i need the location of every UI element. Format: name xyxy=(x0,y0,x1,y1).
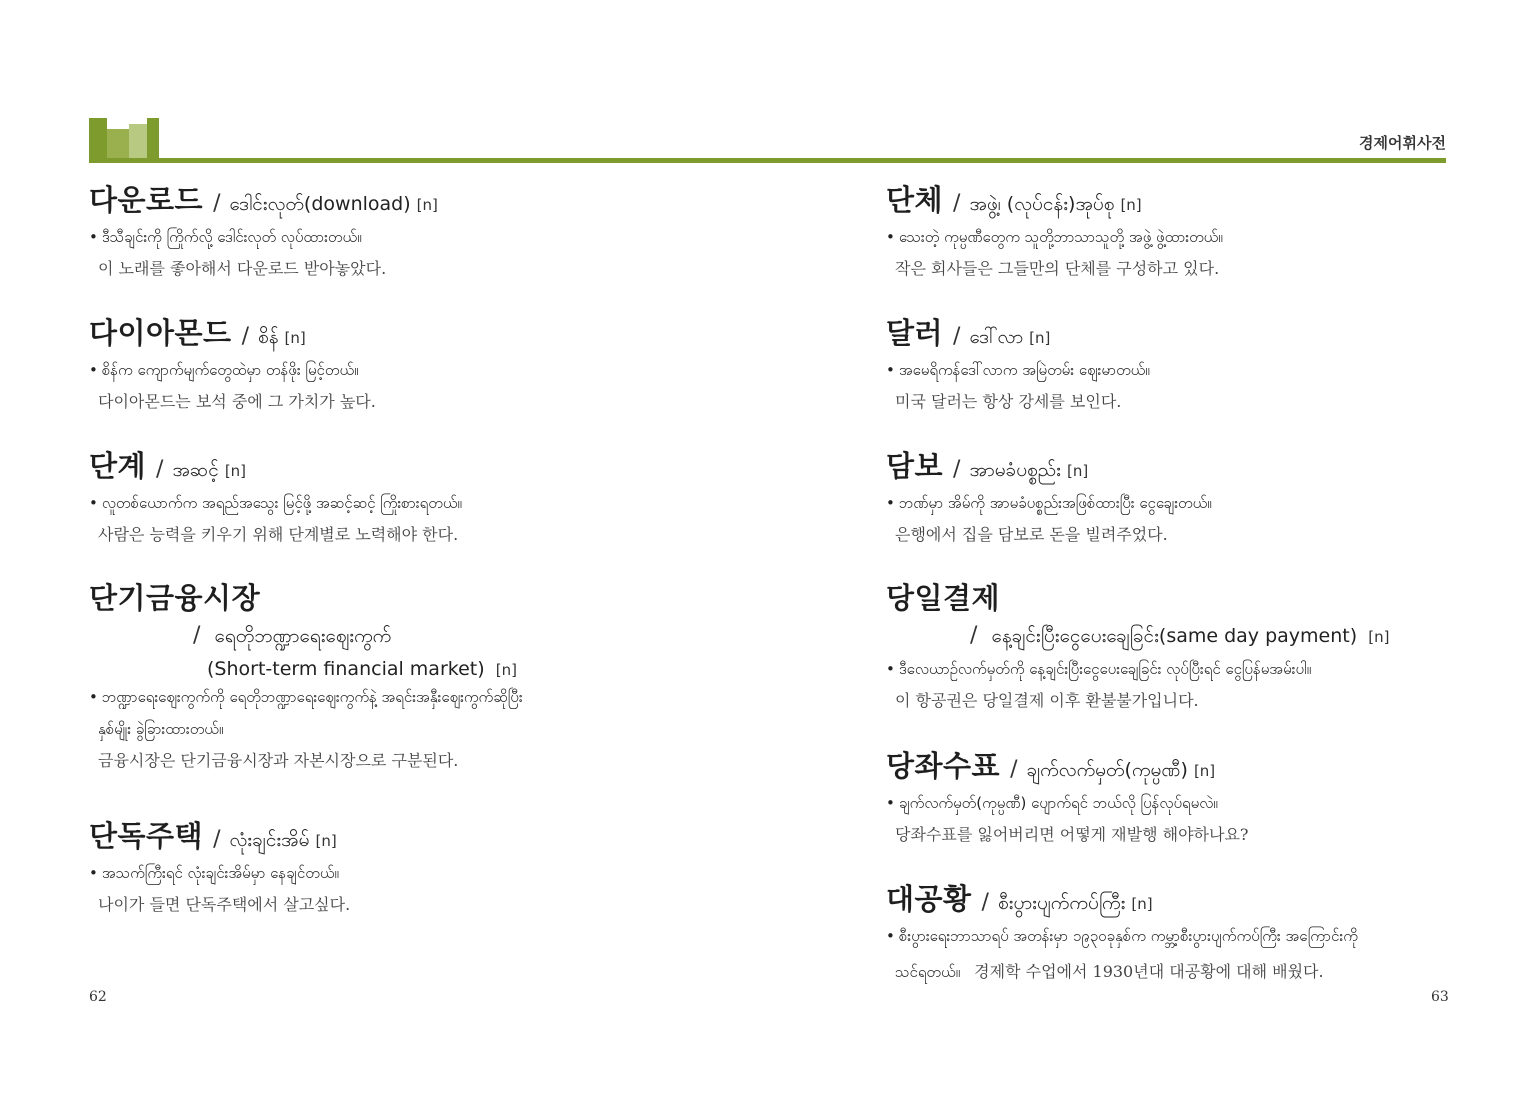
entry-heading xyxy=(886,744,1486,786)
entry-meaning: ချက်လက်မှတ်(ကုမ္ပဏီ) xyxy=(1026,759,1188,781)
entry-heading xyxy=(89,444,729,486)
example-korean: 미국 달러는 항상 강세를 보인다. xyxy=(895,392,1122,411)
entry-word: 다운로드 xyxy=(89,183,204,217)
entry-word: 대공황 xyxy=(886,882,972,916)
example-myanmar: • ချက်လက်မှတ်(ကုမ္ပဏီ) ပျောက်ရင် ဘယ်လို ပြန်လုပ်ရမလဲ။ xyxy=(886,794,1218,812)
entry-heading xyxy=(886,311,1486,353)
entry-meaning: စိန် xyxy=(258,326,279,348)
entry-heading xyxy=(89,814,729,856)
bullet: • xyxy=(89,361,98,379)
dictionary-entry xyxy=(886,877,1486,985)
entry-heading xyxy=(886,877,1486,919)
bullet: • xyxy=(886,660,895,678)
entry-meaning-line xyxy=(886,623,1486,652)
dictionary-entry xyxy=(89,576,729,771)
bullet: • xyxy=(886,361,895,379)
bullet: • xyxy=(89,228,98,246)
entry-word: 당좌수표 xyxy=(886,749,1001,783)
entry-word: 단체 xyxy=(886,183,944,217)
example-myanmar: • အသက်ကြီးရင် လုံးချင်းအိမ်မှာ နေချင်တယ်။ xyxy=(89,864,339,882)
book-spines-icon xyxy=(89,118,159,159)
example-myanmar: • စီးပွားရေးဘာသာရပ် အတန်းမှာ ၁၉၃၀ခုနှစ်က ကမ္ဘာ့စီးပွားပျက်ကပ်ကြီး အကြောင်းကို xyxy=(886,927,1358,945)
entry-meaning-english: (Short-term financial market) xyxy=(207,658,485,680)
separator: / xyxy=(953,457,961,482)
part-of-speech: [n] xyxy=(315,832,337,850)
example-korean: 사람은 능력을 키우기 위해 단계별로 노력해야 한다. xyxy=(98,525,459,544)
page-number-right: 63 xyxy=(1431,989,1449,1005)
example-myanmar-continued: သင်ရတယ်။ 경제학 수업에서 1930년대 대공황에 대해 배웠다. xyxy=(895,962,1324,981)
example-myanmar: • အမေရိကန်ဒေါ်လာက အမြဲတမ်း ဈေးမာတယ်။ xyxy=(886,361,1150,379)
bullet: • xyxy=(886,228,895,246)
entry-word: 당일결제 xyxy=(886,581,1001,615)
example-myanmar: • ဒီသီချင်းကို ကြိုက်လို့ ဒေါင်းလုတ် လုပ်ထားတယ်။ xyxy=(89,228,362,246)
separator: / xyxy=(213,191,221,216)
separator: / xyxy=(193,623,201,648)
example-korean: 이 노래를 좋아해서 다운로드 받아놓았다. xyxy=(98,259,387,278)
entry-heading xyxy=(89,311,729,353)
entry-meaning: ဒေါ်လာ xyxy=(969,326,1024,348)
entry-meaning: အဖွဲ့၊ (လုပ်ငန်း)အုပ်စု xyxy=(969,193,1115,215)
part-of-speech: [n] xyxy=(224,462,247,480)
entry-heading xyxy=(886,178,1486,220)
entry-meaning: အာမခံပစ္စည်း xyxy=(969,459,1061,481)
bullet: • xyxy=(89,864,98,882)
bullet: • xyxy=(886,494,895,512)
entry-word: 담보 xyxy=(886,449,944,483)
example-myanmar-continued: နှစ်မျိုး ခွဲခြားထားတယ်။ xyxy=(98,720,224,738)
part-of-speech: [n] xyxy=(416,196,438,214)
entry-meaning-line xyxy=(89,623,729,652)
entry-heading xyxy=(89,576,729,617)
header-rule xyxy=(89,158,1446,163)
bullet: • xyxy=(89,494,98,512)
example-myanmar: • ဒီလေယာဉ်လက်မှတ်ကို နေ့ချင်းပြီးငွေပေးချေခြင်း လုပ်ပြီးရင် ငွေပြန်မအမ်းပါ။ xyxy=(886,660,1312,678)
entry-meaning-english-line xyxy=(89,658,729,680)
dictionary-entry xyxy=(89,444,729,545)
separator: / xyxy=(953,324,961,349)
example-myanmar: • ဘဏ္ဍာရေးဈေးကွက်ကို ရေတိုဘဏ္ဍာရေးဈေးကွက်နဲ့ အရင်းအနှီးဈေးကွက်ဆိုပြီး xyxy=(89,688,523,706)
example-korean: 금융시장은 단기금융시장과 자본시장으로 구분된다. xyxy=(98,751,459,770)
example-korean: 작은 회사들은 그들만의 단체를 구성하고 있다. xyxy=(895,259,1220,278)
example-myanmar: • လူတစ်ယောက်က အရည်အသွေး မြင့်ဖို့ အဆင့်ဆင့် ကြိုးစားရတယ်။ xyxy=(89,494,462,512)
entry-word: 달러 xyxy=(886,316,944,350)
page-header xyxy=(89,118,1446,163)
separator: / xyxy=(241,324,249,349)
part-of-speech: [n] xyxy=(284,329,306,347)
example-korean: 이 항공권은 당일결제 이후 환불불가입니다. xyxy=(895,691,1199,710)
part-of-speech: [n] xyxy=(1120,196,1142,214)
entry-word: 단기금융시장 xyxy=(89,581,261,615)
example-korean: 다이아몬드는 보석 중에 그 가치가 높다. xyxy=(98,392,376,411)
part-of-speech: [n] xyxy=(1131,895,1153,913)
part-of-speech: [n] xyxy=(1066,462,1089,480)
example-korean: 은행에서 집을 담보로 돈을 빌려주었다. xyxy=(895,525,1168,544)
separator: / xyxy=(953,191,961,216)
dictionary-entry xyxy=(886,744,1486,845)
dictionary-entry xyxy=(886,178,1486,279)
dictionary-entry xyxy=(886,576,1486,711)
entry-heading xyxy=(886,576,1486,617)
separator: / xyxy=(156,457,164,482)
bullet: • xyxy=(886,794,895,812)
dictionary-entry xyxy=(886,311,1486,412)
separator: / xyxy=(213,827,221,852)
dictionary-entry xyxy=(89,814,729,915)
example-korean: 경제학 수업에서 1930년대 대공황에 대해 배웠다. xyxy=(974,962,1324,981)
dictionary-entry xyxy=(886,444,1486,545)
part-of-speech: [n] xyxy=(1368,628,1390,646)
separator: / xyxy=(1010,757,1018,782)
entry-heading xyxy=(886,444,1486,486)
book-title: 경제어휘사전 xyxy=(1359,134,1446,152)
separator: / xyxy=(970,623,978,648)
entry-meaning: ရေတိုဘဏ္ဍာရေးဈေးကွက် xyxy=(214,625,392,647)
bullet: • xyxy=(89,688,98,706)
bullet: • xyxy=(886,927,895,945)
entry-meaning: ဒေါင်းလုတ်(download) xyxy=(229,193,411,215)
entry-word: 다이아몬드 xyxy=(89,316,232,350)
entry-meaning: စီးပွားပျက်ကပ်ကြီး xyxy=(997,892,1126,914)
part-of-speech: [n] xyxy=(1029,329,1051,347)
example-myanmar: • စိန်က ကျောက်မျက်တွေထဲမှာ တန်ဖိုး မြင့်တယ်။ xyxy=(89,361,359,379)
example-myanmar: • ဘဏ်မှာ အိမ်ကို အာမခံပစ္စည်းအဖြစ်ထားပြီး ငွေချေးတယ်။ xyxy=(886,494,1212,512)
entry-word: 단독주택 xyxy=(89,819,204,853)
part-of-speech: [n] xyxy=(495,661,517,679)
dictionary-entry xyxy=(89,178,729,279)
separator: / xyxy=(981,890,989,915)
entry-meaning: နေ့ချင်းပြီးငွေပေးချေခြင်း(same day payment) xyxy=(991,625,1358,647)
entry-heading xyxy=(89,178,729,220)
example-korean: 나이가 들면 단독주택에서 살고싶다. xyxy=(98,895,351,914)
part-of-speech: [n] xyxy=(1193,762,1216,780)
entry-word: 단계 xyxy=(89,449,147,483)
entry-meaning: အဆင့် xyxy=(172,459,219,481)
example-korean: 당좌수표를 잃어버리면 어떻게 재발행 해야하나요? xyxy=(895,825,1249,844)
example-myanmar: • သေးတဲ့ ကုမ္ပဏီတွေက သူတို့ဘာသာသူတို့ အဖွဲ့ ဖွဲ့ထားတယ်။ xyxy=(886,228,1223,246)
dictionary-entry xyxy=(89,311,729,412)
entry-meaning: လုံးချင်းအိမ် xyxy=(229,829,310,851)
page-number-left: 62 xyxy=(89,989,107,1005)
